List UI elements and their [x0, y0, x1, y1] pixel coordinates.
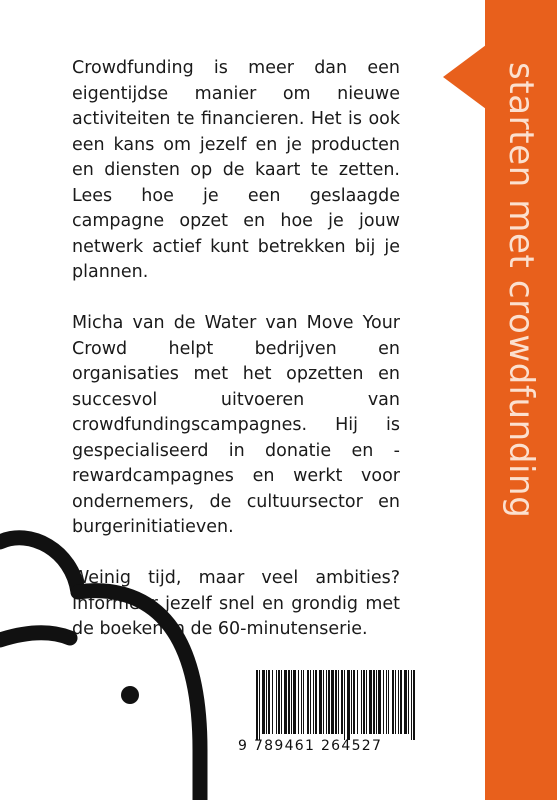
barcode-bar: [313, 670, 314, 734]
barcode-bar: [315, 670, 317, 734]
barcode-bar: [347, 670, 350, 740]
barcode-bar: [373, 670, 375, 734]
barcode-bar: [307, 670, 309, 734]
barcode-bar: [392, 670, 394, 734]
barcode-bar: [363, 670, 365, 734]
barcode-bar: [344, 670, 345, 740]
barcode-bar: [281, 670, 282, 734]
barcode-bar: [331, 670, 334, 734]
barcode-bar: [278, 670, 280, 734]
barcode-bar: [411, 670, 412, 740]
barcode-bar: [328, 670, 330, 734]
barcode-bar: [262, 670, 265, 734]
barcode-bar: [319, 670, 322, 734]
barcode-bar: [272, 670, 273, 734]
paragraph-author: Micha van de Water van Move Your Crowd helpt bedrijven en organisaties met het opzetten en succesvol uitvoeren van crowdfundingscampagnes. Hij is gespecialiseerd in donatie en -rewardcampagnes en werkt voor ondernemers, de cultuursector en burgerinitiatieven.: [72, 313, 400, 537]
barcode-bar: [413, 670, 415, 740]
barcode-bar: [310, 670, 311, 734]
barcode-bar: [256, 670, 258, 740]
barcode-bar: [268, 670, 270, 734]
barcode-bar: [266, 670, 267, 734]
barcode-bar: [400, 670, 402, 734]
barcode-bar: [291, 670, 292, 734]
barcode-bar: [298, 670, 299, 734]
barcode-bar: [398, 670, 399, 734]
barcode-bar: [366, 670, 367, 734]
barcode-bar: [351, 670, 352, 734]
barcode-bar: [338, 670, 339, 734]
barcode-bar: [293, 670, 296, 734]
barcode-bar: [383, 670, 384, 734]
spine-title: starten met crowdfunding: [501, 62, 541, 519]
barcode-bar: [395, 670, 396, 734]
paragraph-series: Weinig tijd, maar veel ambities? Informeer jezelf snel en grondig met de boeken in de 60-minutenserie.: [72, 568, 400, 639]
barcode-bar: [276, 670, 277, 734]
barcode-bar: [301, 670, 302, 734]
pig-eye-icon: [121, 686, 139, 704]
barcode-bar: [303, 670, 304, 734]
piggy-bank-icon: [0, 520, 240, 800]
spine-tab-arrow: [443, 45, 486, 109]
barcode-bar: [284, 670, 287, 734]
barcode-bar: [323, 670, 324, 734]
barcode-bar: [288, 670, 290, 734]
barcode-bar: [408, 670, 409, 734]
isbn-number: 9 789461 264527: [238, 738, 383, 754]
barcode-bar: [341, 670, 343, 734]
barcode-bar: [386, 670, 387, 734]
barcode-bar: [259, 670, 260, 740]
barcode-bar: [361, 670, 362, 734]
barcode-bar: [378, 670, 381, 734]
barcode-bar: [353, 670, 355, 734]
barcode-bar: [404, 670, 407, 734]
barcode-bar: [335, 670, 337, 734]
barcode-bar: [388, 670, 389, 734]
barcode-bar: [376, 670, 377, 734]
barcode-bar: [369, 670, 372, 734]
paragraph-intro: Crowdfunding is meer dan een eigentijdse manier om nieuwe activiteiten te financieren. Het is ook een kans om jezelf en je producten en diensten op de kaart te zetten. Lees hoe je een geslaagde campagne opzet en hoe je jouw netwerk actief kunt betrekken bij je plannen.: [72, 58, 400, 282]
barcode-bar: [326, 670, 327, 734]
barcode-bar: [357, 670, 358, 734]
